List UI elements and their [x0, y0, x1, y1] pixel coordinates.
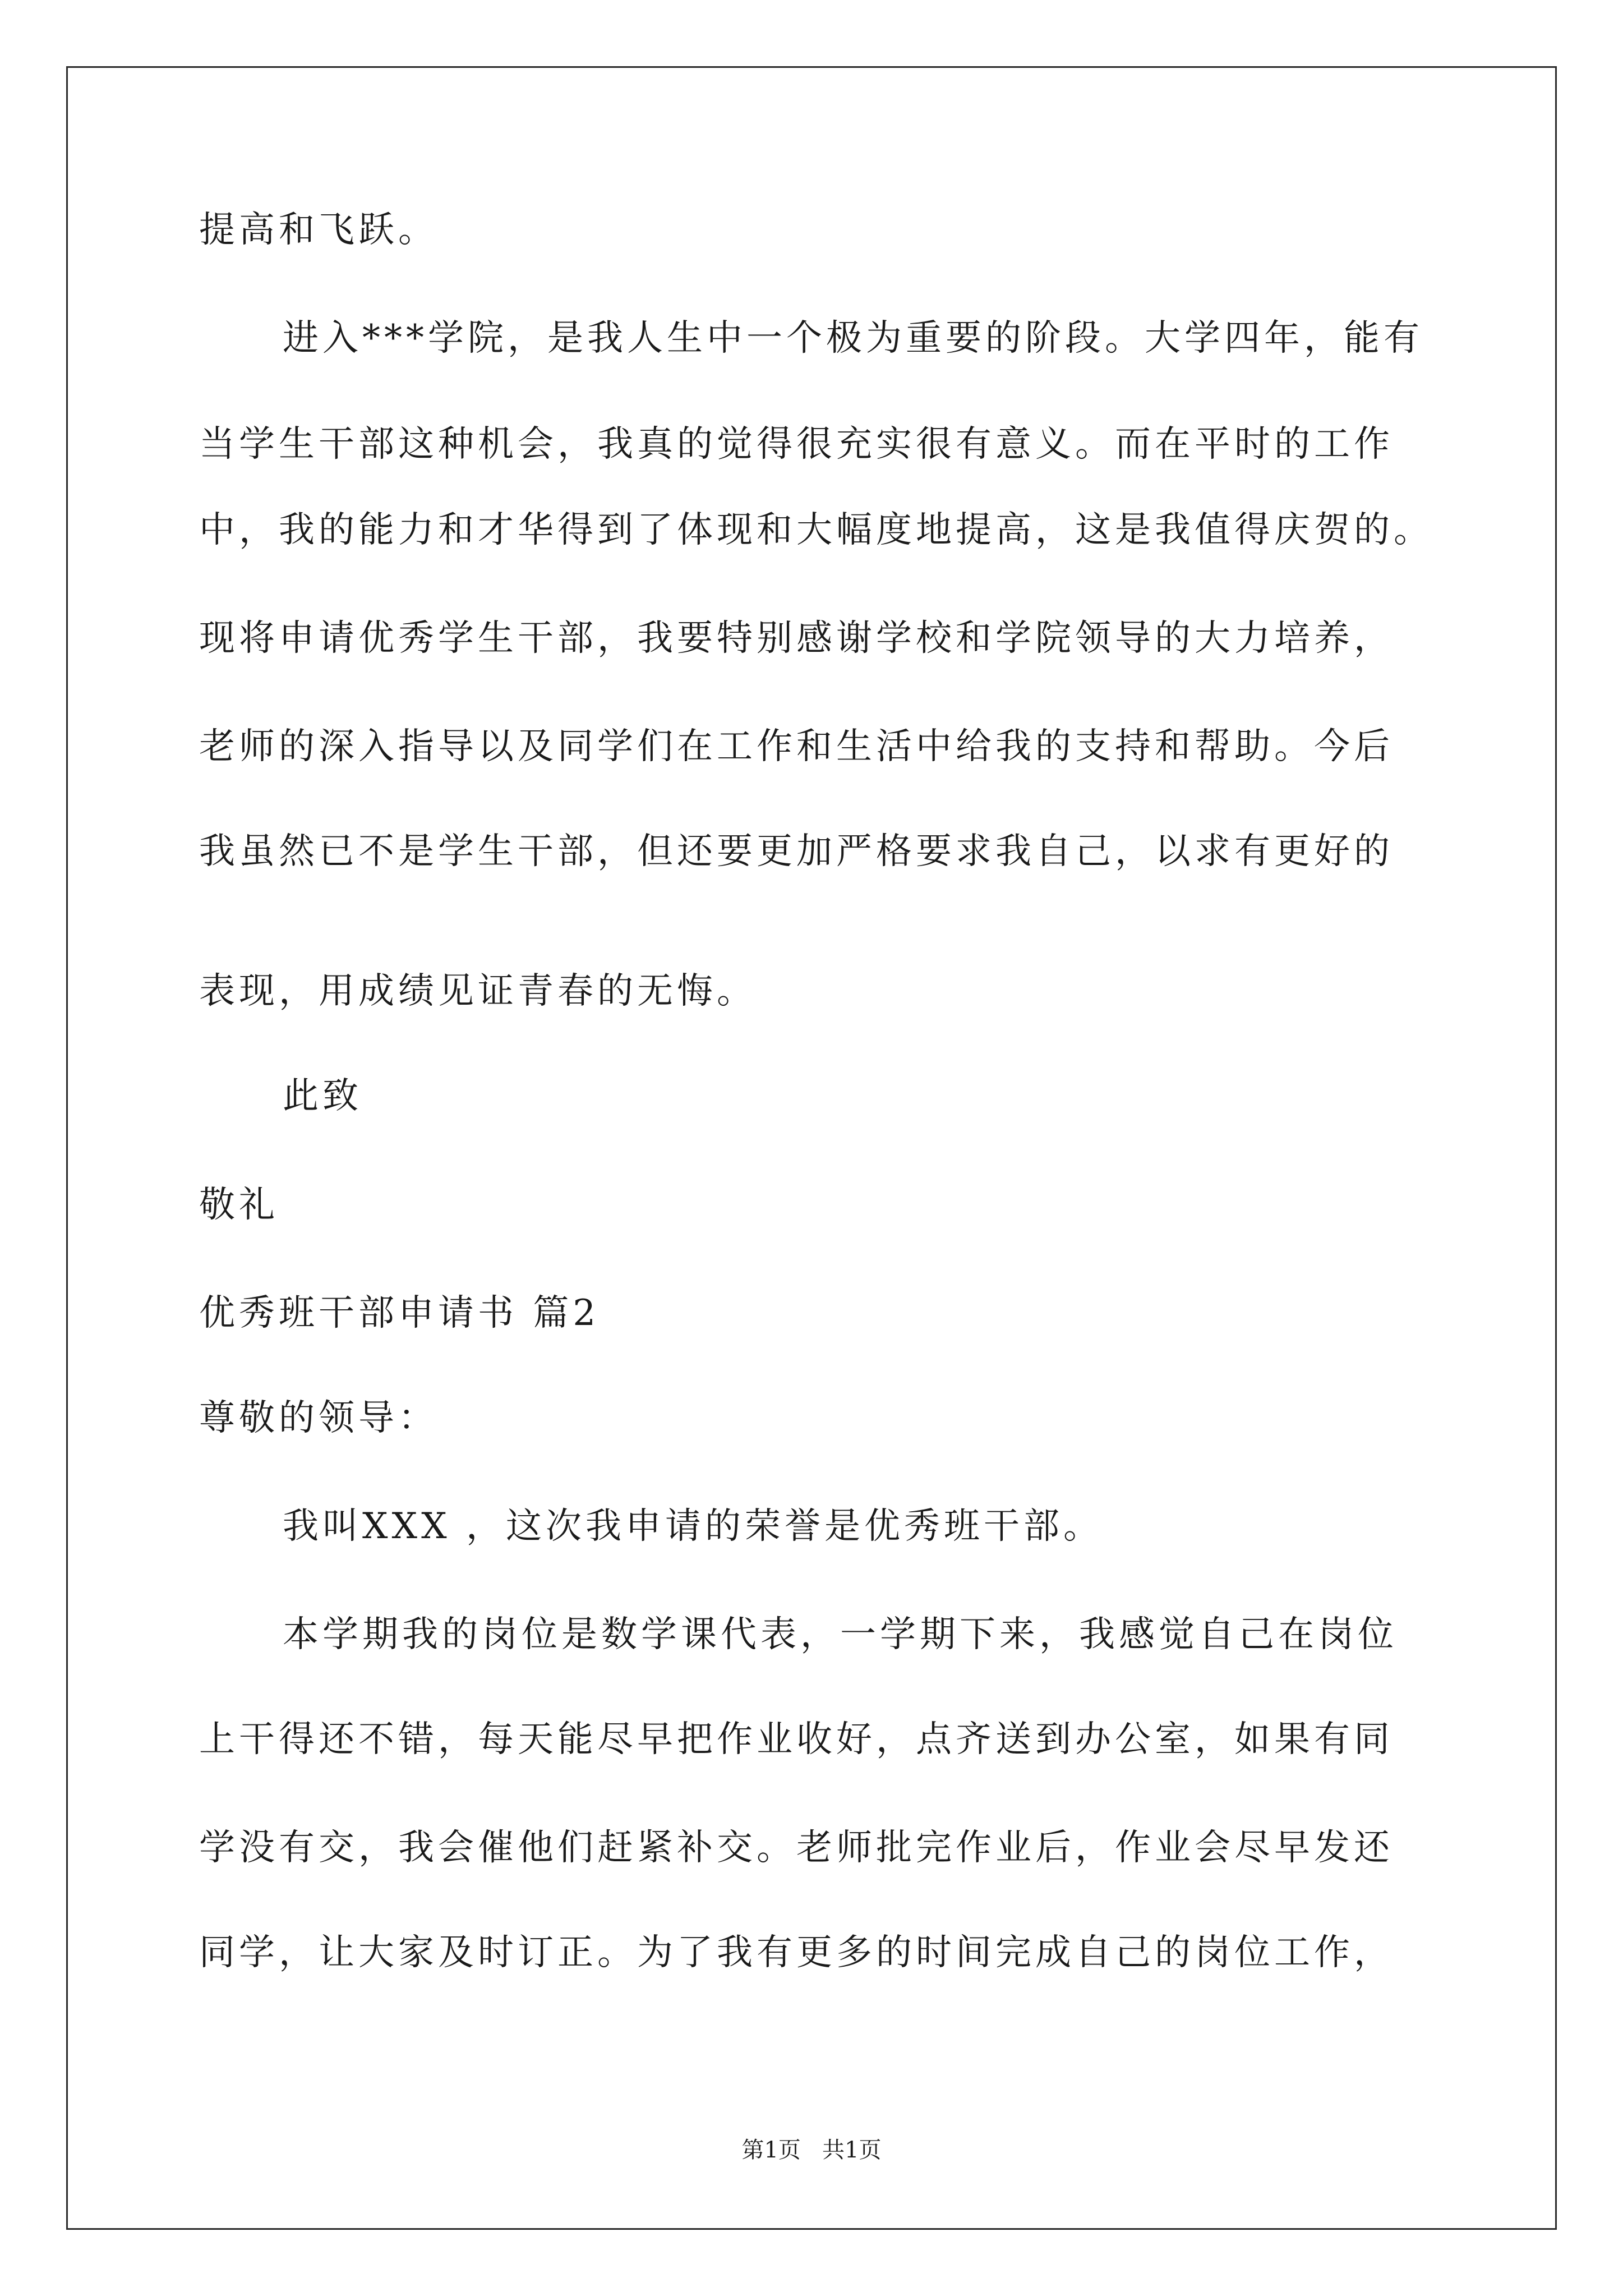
closing-line: 此致 [283, 1075, 362, 1117]
page-number-footer: 第1页 共1页 [741, 2137, 882, 2163]
greeting-line: 尊敬的领导： [199, 1397, 438, 1439]
text-line: 上干得还不错，每天能尽早把作业收好，点齐送到办公室，如果有同 [199, 1719, 1394, 1760]
text-line: 现将申请优秀学生干部，我要特别感谢学校和学院领导的大力培养， [199, 618, 1394, 659]
paragraph-line: 进入***学院，是我人生中一个极为重要的阶段。大学四年，能有 [283, 318, 1423, 359]
text-line: 老师的深入指导以及同学们在工作和生活中给我的支持和帮助。今后 [199, 726, 1394, 767]
text-line: 表现，用成绩见证青春的无悔。 [199, 970, 757, 1012]
text-line: 学没有交，我会催他们赶紧补交。老师批完作业后，作业会尽早发还 [199, 1827, 1394, 1869]
text-line: 当学生干部这种机会，我真的觉得很充实很有意义。而在平时的工作 [199, 424, 1394, 465]
text-line: 我虽然已不是学生干部，但还要更加严格要求我自己，以求有更好的 [199, 831, 1394, 872]
paragraph-line: 本学期我的岗位是数学课代表，一学期下来，我感觉自己在岗位 [283, 1614, 1398, 1655]
text-line: 提高和飞跃。 [199, 209, 438, 251]
page-border [66, 66, 1557, 2230]
text-line: 中，我的能力和才华得到了体现和大幅度地提高，这是我值得庆贺的。 [199, 509, 1433, 551]
paragraph-line: 我叫XXX ，这次我申请的荣誉是优秀班干部。 [283, 1506, 1104, 1547]
text-line: 同学，让大家及时订正。为了我有更多的时间完成自己的岗位工作， [199, 1932, 1394, 1973]
salutation-line: 敬礼 [199, 1184, 279, 1226]
section-heading: 优秀班干部申请书 篇2 [199, 1292, 600, 1334]
